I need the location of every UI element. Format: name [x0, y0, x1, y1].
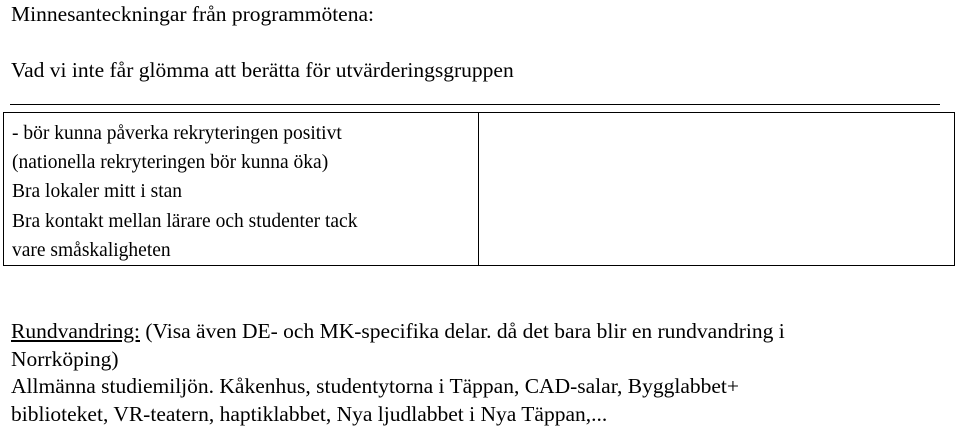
- rundvandring-line-2: Norrköping): [11, 346, 119, 371]
- section-heading: Vad vi inte får glömma att berätta för utvärderingsgruppen: [11, 58, 514, 82]
- rundvandring-paragraph: [11, 318, 956, 428]
- rundvandring-text: (Visa även DE- och MK-specifika delar. då det bara blir en rundvandring i: [140, 319, 785, 343]
- notes-cell-right: [479, 113, 955, 266]
- rundvandring-line-4: biblioteket, VR-teatern, haptiklabbet, Nya ljudlabbet i Nya Täppan,...: [11, 401, 608, 426]
- note-line: (nationella rekryteringen bör kunna öka): [12, 152, 329, 174]
- rundvandring-line-3: Allmänna studiemiljön. Kåkenhus, studentytorna i Täppan, CAD-salar, Bygglabbet+: [11, 374, 739, 399]
- notes-cell-left: [4, 113, 479, 266]
- note-line: - bör kunna påverka rekryteringen positivt: [12, 123, 342, 144]
- page-title: Minnesanteckningar från programmötena:: [11, 2, 374, 26]
- divider-line: [10, 104, 940, 105]
- rundvandring-line-1: [11, 318, 956, 346]
- note-line: vare småskaligheten: [12, 239, 171, 261]
- note-line: Bra lokaler mitt i stan: [12, 181, 183, 203]
- notes-table: [3, 112, 955, 266]
- rundvandring-label: Rundvandring:: [11, 319, 140, 343]
- note-line: Bra kontakt mellan lärare och studenter tack: [12, 210, 358, 232]
